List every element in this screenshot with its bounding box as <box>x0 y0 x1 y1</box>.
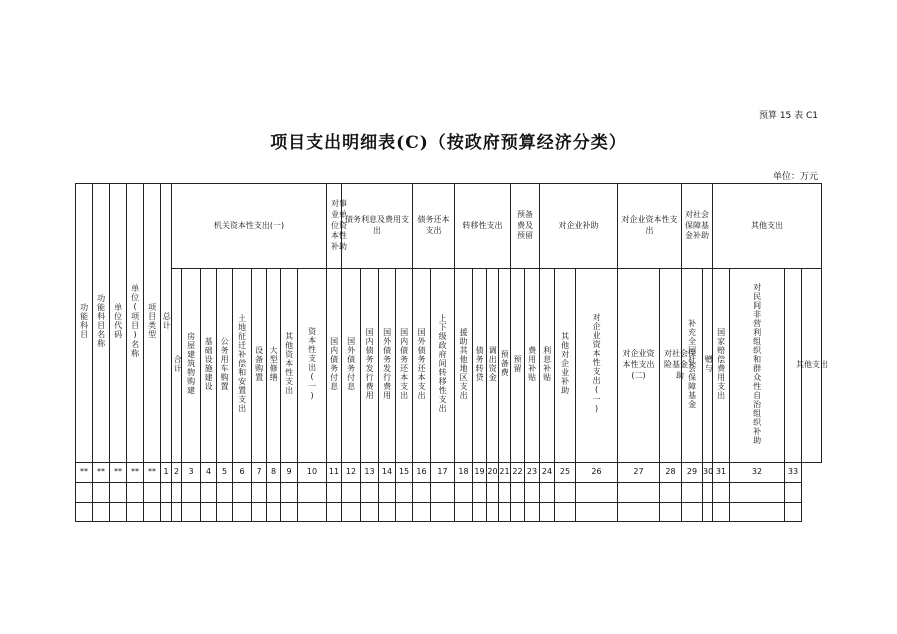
col-header: 房屋建筑物购建 <box>182 269 201 463</box>
col-header: 土地征迁补偿和安置支出 <box>233 269 252 463</box>
col-header: 国外债务发行费用 <box>379 269 396 463</box>
col-header: 补充全国社会保障基金 <box>682 269 703 463</box>
index-cell: 22 <box>511 463 525 483</box>
index-cell: 6 <box>233 463 252 483</box>
index-cell: 3 <box>182 463 201 483</box>
index-cell: 19 <box>473 463 487 483</box>
index-cell: 8 <box>267 463 281 483</box>
index-cell: 12 <box>342 463 361 483</box>
unit-label: 单位：万元 <box>772 172 818 182</box>
group-g7: 对企业补助 <box>540 184 618 269</box>
page-title: 项目支出明细表(C)（按政府预算经济分类） <box>270 133 627 153</box>
table-row <box>76 503 822 522</box>
group-g1: 机关资本性支出(一) <box>172 184 327 269</box>
header-row-columns <box>76 269 822 463</box>
index-cell: 27 <box>618 463 660 483</box>
header-row-groups <box>76 184 822 269</box>
col-header: 预备费 <box>499 269 511 463</box>
index-cell: 15 <box>396 463 413 483</box>
header-total: 总计 <box>161 184 172 463</box>
index-cell: 28 <box>660 463 682 483</box>
col-header: 对社会保险基金补助 <box>660 269 682 463</box>
group-g3: 债务利息及费用支出 <box>342 184 413 269</box>
group-g5: 转移性支出 <box>455 184 511 269</box>
index-cell: 4 <box>201 463 217 483</box>
index-cell: 25 <box>555 463 576 483</box>
index-cell: 20 <box>487 463 499 483</box>
col-header: 上下级政府间转移性支出 <box>431 269 455 463</box>
index-cell: 7 <box>252 463 267 483</box>
index-cell: 30 <box>703 463 713 483</box>
col-header: 合计 <box>172 269 182 463</box>
col-header: 对企业资本性支出(二) <box>618 269 660 463</box>
header-function-name: 功能科目名称 <box>93 184 110 463</box>
col-header: 其他资本性支出 <box>281 269 298 463</box>
header-unit-name: 单位(项目)名称 <box>127 184 144 463</box>
col-header: 费用补贴 <box>525 269 540 463</box>
col-header: 大型修缮 <box>267 269 281 463</box>
form-code: 预算 15 表 C1 <box>758 111 818 121</box>
index-cell: 29 <box>682 463 703 483</box>
col-header: 国家赔偿费用支出 <box>713 269 730 463</box>
col-header: 对民间非营利组织和群众性自治组织补助 <box>730 269 785 463</box>
table-row <box>76 483 822 503</box>
col-header: 国外债务还本支出 <box>413 269 431 463</box>
col-header: 其他支出 <box>785 269 802 463</box>
index-cell: 2 <box>172 463 182 483</box>
index-cell: ** <box>127 463 144 483</box>
col-header: 对企业资本性支出(一) <box>576 269 618 463</box>
group-g9: 对社会保障基金补助 <box>682 184 713 269</box>
index-cell: 17 <box>431 463 455 483</box>
index-cell: ** <box>76 463 93 483</box>
index-cell: 24 <box>540 463 555 483</box>
col-header: 国内债务发行费用 <box>361 269 379 463</box>
index-cell: 16 <box>413 463 431 483</box>
group-g2: 对事业单位资本性补助 <box>327 184 342 269</box>
index-cell: 14 <box>379 463 396 483</box>
index-cell: 11 <box>327 463 342 483</box>
col-header: 公务用车购置 <box>217 269 233 463</box>
col-header: 国内债务还本支出 <box>396 269 413 463</box>
col-header: 利息补贴 <box>540 269 555 463</box>
index-cell: 1 <box>161 463 172 483</box>
index-cell: 5 <box>217 463 233 483</box>
header-unit-code: 单位代码 <box>110 184 127 463</box>
index-cell: 21 <box>499 463 511 483</box>
col-header: 基础设施建设 <box>201 269 217 463</box>
col-header: 设备购置 <box>252 269 267 463</box>
index-cell: 26 <box>576 463 618 483</box>
index-row <box>76 463 822 483</box>
col-header: 预留 <box>511 269 525 463</box>
col-header: 债务转贷 <box>473 269 487 463</box>
index-cell: 9 <box>281 463 298 483</box>
group-g8: 对企业资本性支出 <box>618 184 682 269</box>
group-g4: 债务还本支出 <box>413 184 455 269</box>
index-cell: 18 <box>455 463 473 483</box>
index-cell: 13 <box>361 463 379 483</box>
col-header: 国内债务付息 <box>327 269 342 463</box>
col-header: 调出资金 <box>487 269 499 463</box>
index-cell: 31 <box>713 463 730 483</box>
group-g10: 其他支出 <box>713 184 822 269</box>
col-header: 援助其他地区支出 <box>455 269 473 463</box>
col-header: 国外债务付息 <box>342 269 361 463</box>
index-cell: 32 <box>730 463 785 483</box>
col-header: 资本性支出(一) <box>298 269 327 463</box>
header-function-code: 功能科目 <box>76 184 93 463</box>
index-cell: 10 <box>298 463 327 483</box>
header-project-type: 项目类型 <box>144 184 161 463</box>
group-g6: 预备费及预留 <box>511 184 540 269</box>
expenditure-table <box>75 183 829 522</box>
index-cell: 23 <box>525 463 540 483</box>
index-cell: ** <box>144 463 161 483</box>
col-header: 其他对企业补助 <box>555 269 576 463</box>
index-cell: ** <box>93 463 110 483</box>
col-header: 赠与 <box>703 269 713 463</box>
index-cell: ** <box>110 463 127 483</box>
index-cell: 33 <box>785 463 802 483</box>
